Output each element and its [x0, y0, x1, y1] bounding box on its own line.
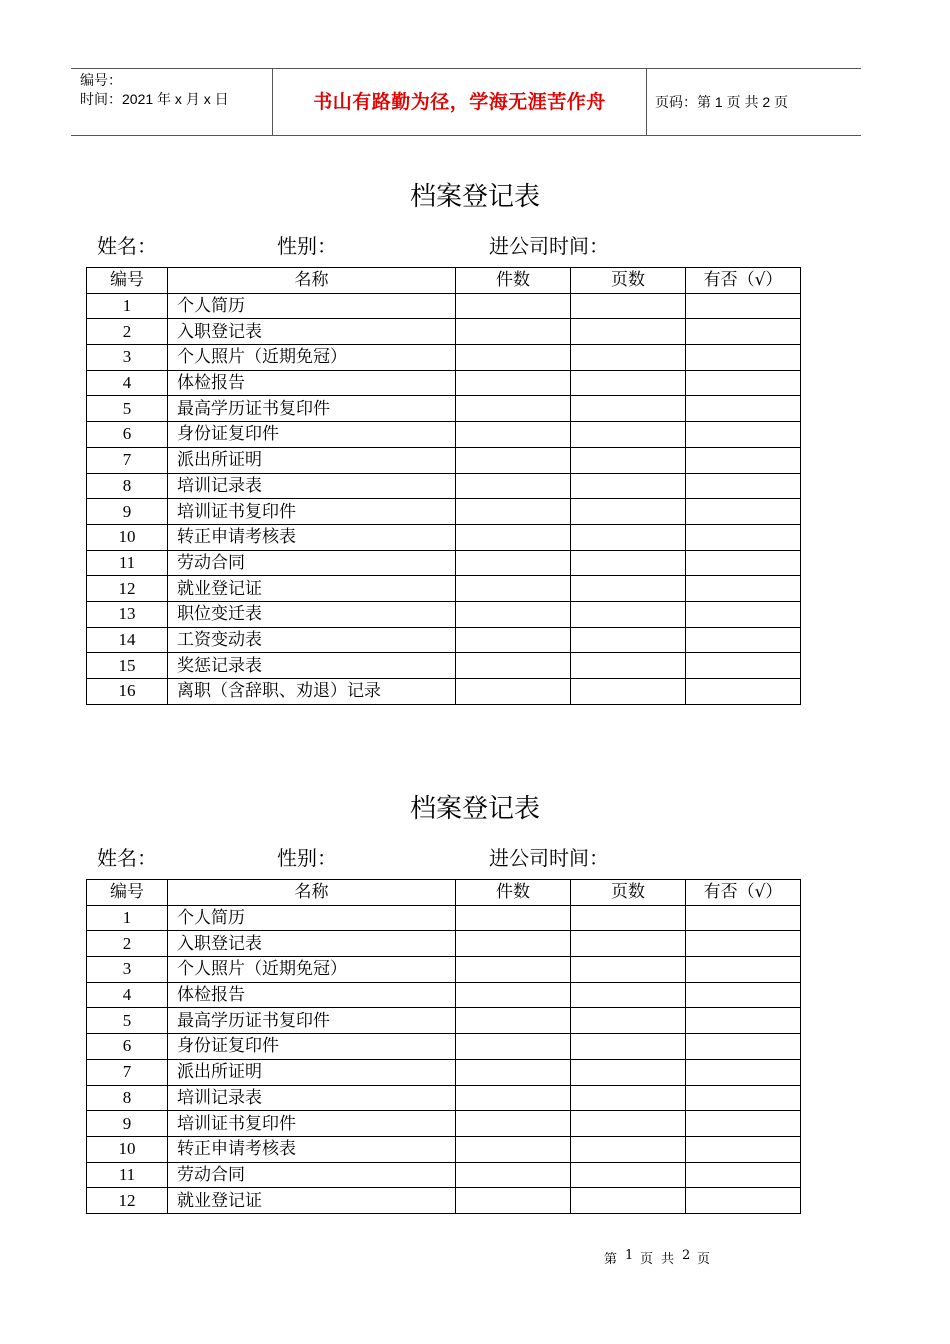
table-row: [87, 447, 801, 473]
footer-current-page: 1: [625, 1248, 634, 1263]
form-fields: [97, 230, 817, 260]
col-header-name: 名称: [168, 880, 456, 906]
row-count-cell[interactable]: [456, 550, 571, 576]
col-header-count: 件数: [456, 268, 571, 294]
table-row: [87, 550, 801, 576]
join-date-label: 进公司时间：: [489, 846, 609, 870]
table-row: [87, 1059, 801, 1085]
row-count-cell[interactable]: [456, 627, 571, 653]
table-row: [87, 396, 801, 422]
table-header-row: [87, 880, 801, 906]
row-number: 14: [87, 627, 168, 653]
join-date-label: 进公司时间：: [489, 234, 609, 258]
row-number: 2: [87, 931, 168, 957]
row-count-cell[interactable]: [456, 499, 571, 525]
row-name: 培训记录表: [168, 473, 456, 499]
row-count-cell[interactable]: [456, 982, 571, 1008]
table-row: [87, 601, 801, 627]
row-pages-cell[interactable]: [571, 982, 686, 1008]
row-number: 5: [87, 1008, 168, 1034]
row-present-cell[interactable]: [686, 499, 801, 525]
row-pages-cell[interactable]: [571, 319, 686, 345]
row-name: 派出所证明: [168, 1059, 456, 1085]
footer-ye: 页: [697, 1252, 711, 1267]
col-header-present: 有否（√）: [686, 880, 801, 906]
table-row: [87, 627, 801, 653]
row-count-cell[interactable]: [456, 1008, 571, 1034]
table-row: [87, 982, 801, 1008]
row-number: 1: [87, 293, 168, 319]
table-row: [87, 1008, 801, 1034]
row-present-cell[interactable]: [686, 1059, 801, 1085]
row-name: 离职（含辞职、劝退）记录: [168, 679, 456, 705]
row-number: 10: [87, 1136, 168, 1162]
row-present-cell[interactable]: [686, 319, 801, 345]
row-number: 12: [87, 1188, 168, 1214]
row-present-cell[interactable]: [686, 601, 801, 627]
row-number: 13: [87, 601, 168, 627]
header-page-info: 页码：第 1 页 共 2 页: [655, 94, 789, 110]
row-number: 8: [87, 473, 168, 499]
row-pages-cell[interactable]: [571, 1188, 686, 1214]
table-row: [87, 1136, 801, 1162]
row-number: 6: [87, 1034, 168, 1060]
table-row: [87, 653, 801, 679]
row-name: 培训证书复印件: [168, 1111, 456, 1137]
row-count-cell[interactable]: [456, 1059, 571, 1085]
row-pages-cell[interactable]: [571, 370, 686, 396]
row-pages-cell[interactable]: [571, 627, 686, 653]
row-count-cell[interactable]: [456, 905, 571, 931]
row-count-cell[interactable]: [456, 931, 571, 957]
row-pages-cell[interactable]: [571, 447, 686, 473]
row-present-cell[interactable]: [686, 1034, 801, 1060]
row-present-cell[interactable]: [686, 422, 801, 448]
name-label: 姓名：: [97, 234, 157, 258]
row-number: 10: [87, 524, 168, 550]
table-row: [87, 319, 801, 345]
row-name: 培训记录表: [168, 1085, 456, 1111]
row-name: 体检报告: [168, 982, 456, 1008]
footer-ye: 页: [640, 1252, 654, 1267]
page-header: [71, 68, 861, 136]
row-name: 身份证复印件: [168, 1034, 456, 1060]
footer-di: 第: [604, 1252, 618, 1267]
row-present-cell[interactable]: [686, 550, 801, 576]
row-number: 2: [87, 319, 168, 345]
col-header-pages: 页数: [571, 880, 686, 906]
row-present-cell[interactable]: [686, 1136, 801, 1162]
row-count-cell[interactable]: [456, 422, 571, 448]
row-present-cell[interactable]: [686, 1008, 801, 1034]
row-number: 16: [87, 679, 168, 705]
row-present-cell[interactable]: [686, 447, 801, 473]
row-count-cell[interactable]: [456, 524, 571, 550]
header-motto: 书山有路勤为径，学海无涯苦作舟: [273, 69, 647, 135]
table-row: [87, 370, 801, 396]
row-count-cell[interactable]: [456, 1162, 571, 1188]
row-present-cell[interactable]: [686, 396, 801, 422]
row-count-cell[interactable]: [456, 957, 571, 983]
form-title: 档案登记表: [409, 182, 540, 212]
row-name: 个人照片（近期免冠）: [168, 957, 456, 983]
row-name: 最高学历证书复印件: [168, 1008, 456, 1034]
row-name: 入职登记表: [168, 931, 456, 957]
table-row: [87, 1034, 801, 1060]
table-row: [87, 905, 801, 931]
row-pages-cell[interactable]: [571, 550, 686, 576]
row-pages-cell[interactable]: [571, 1034, 686, 1060]
row-name: 个人简历: [168, 905, 456, 931]
row-present-cell[interactable]: [686, 905, 801, 931]
row-name: 个人简历: [168, 293, 456, 319]
col-header-no: 编号: [87, 880, 168, 906]
row-present-cell[interactable]: [686, 1188, 801, 1214]
row-present-cell[interactable]: [686, 1085, 801, 1111]
row-pages-cell[interactable]: [571, 473, 686, 499]
row-count-cell[interactable]: [456, 319, 571, 345]
header-meta: [71, 69, 273, 135]
row-count-cell[interactable]: [456, 1188, 571, 1214]
table-row: [87, 1085, 801, 1111]
row-count-cell[interactable]: [456, 293, 571, 319]
row-count-cell[interactable]: [456, 576, 571, 602]
table-row: [87, 293, 801, 319]
col-header-present: 有否（√）: [686, 268, 801, 294]
row-pages-cell[interactable]: [571, 422, 686, 448]
row-pages-cell[interactable]: [571, 345, 686, 371]
row-pages-cell[interactable]: [571, 293, 686, 319]
row-name: 劳动合同: [168, 1162, 456, 1188]
row-present-cell[interactable]: [686, 345, 801, 371]
row-name: 派出所证明: [168, 447, 456, 473]
row-present-cell[interactable]: [686, 473, 801, 499]
register-table: [86, 879, 801, 1214]
row-pages-cell[interactable]: [571, 1008, 686, 1034]
code-label: 编号：: [80, 72, 122, 88]
row-present-cell[interactable]: [686, 1111, 801, 1137]
table-row: [87, 422, 801, 448]
row-number: 11: [87, 1162, 168, 1188]
row-present-cell[interactable]: [686, 931, 801, 957]
row-present-cell[interactable]: [686, 627, 801, 653]
footer-total-pages: 2: [682, 1248, 691, 1263]
row-pages-cell[interactable]: [571, 601, 686, 627]
row-name: 身份证复印件: [168, 422, 456, 448]
row-number: 11: [87, 550, 168, 576]
row-name: 个人照片（近期免冠）: [168, 345, 456, 371]
row-pages-cell[interactable]: [571, 1111, 686, 1137]
row-count-cell[interactable]: [456, 396, 571, 422]
row-number: 7: [87, 447, 168, 473]
row-pages-cell[interactable]: [571, 396, 686, 422]
row-pages-cell[interactable]: [571, 524, 686, 550]
row-name: 转正申请考核表: [168, 524, 456, 550]
row-number: 6: [87, 422, 168, 448]
row-pages-cell[interactable]: [571, 576, 686, 602]
row-pages-cell[interactable]: [571, 499, 686, 525]
row-number: 4: [87, 370, 168, 396]
row-pages-cell[interactable]: [571, 905, 686, 931]
footer-gong: 共: [661, 1252, 675, 1267]
row-pages-cell[interactable]: [571, 1162, 686, 1188]
row-count-cell[interactable]: [456, 601, 571, 627]
row-name: 工资变动表: [168, 627, 456, 653]
row-pages-cell[interactable]: [571, 1136, 686, 1162]
table-row: [87, 473, 801, 499]
table-row: [87, 524, 801, 550]
row-name: 职位变迁表: [168, 601, 456, 627]
row-count-cell[interactable]: [456, 1136, 571, 1162]
row-number: 8: [87, 1085, 168, 1111]
name-label: 姓名：: [97, 846, 157, 870]
row-number: 9: [87, 1111, 168, 1137]
row-number: 3: [87, 957, 168, 983]
row-number: 7: [87, 1059, 168, 1085]
row-name: 就业登记证: [168, 576, 456, 602]
row-count-cell[interactable]: [456, 1034, 571, 1060]
table-row: [87, 931, 801, 957]
row-number: 5: [87, 396, 168, 422]
row-pages-cell[interactable]: [571, 1085, 686, 1111]
table-row: [87, 1162, 801, 1188]
row-pages-cell[interactable]: [571, 653, 686, 679]
row-present-cell[interactable]: [686, 370, 801, 396]
row-count-cell[interactable]: [456, 1085, 571, 1111]
row-count-cell[interactable]: [456, 447, 571, 473]
table-row: [87, 576, 801, 602]
row-name: 就业登记证: [168, 1188, 456, 1214]
row-count-cell[interactable]: [456, 1111, 571, 1137]
col-header-name: 名称: [168, 268, 456, 294]
row-present-cell[interactable]: [686, 293, 801, 319]
col-header-no: 编号: [87, 268, 168, 294]
row-present-cell[interactable]: [686, 957, 801, 983]
row-name: 培训证书复印件: [168, 499, 456, 525]
time-label: 时间：2021 年 x 月 x 日: [80, 91, 229, 107]
row-present-cell[interactable]: [686, 524, 801, 550]
row-number: 4: [87, 982, 168, 1008]
table-row: [87, 957, 801, 983]
row-count-cell[interactable]: [456, 345, 571, 371]
table-row: [87, 499, 801, 525]
table-row: [87, 679, 801, 705]
gender-label: 性别：: [277, 234, 337, 258]
row-number: 15: [87, 653, 168, 679]
table-row: [87, 345, 801, 371]
row-count-cell[interactable]: [456, 370, 571, 396]
row-present-cell[interactable]: [686, 653, 801, 679]
row-pages-cell[interactable]: [571, 957, 686, 983]
row-name: 最高学历证书复印件: [168, 396, 456, 422]
row-name: 转正申请考核表: [168, 1136, 456, 1162]
row-number: 1: [87, 905, 168, 931]
row-name: 体检报告: [168, 370, 456, 396]
row-pages-cell[interactable]: [571, 1059, 686, 1085]
row-count-cell[interactable]: [456, 473, 571, 499]
row-name: 奖惩记录表: [168, 653, 456, 679]
row-pages-cell[interactable]: [571, 931, 686, 957]
row-present-cell[interactable]: [686, 982, 801, 1008]
row-name: 入职登记表: [168, 319, 456, 345]
row-number: 9: [87, 499, 168, 525]
row-name: 劳动合同: [168, 550, 456, 576]
row-pages-cell[interactable]: [571, 679, 686, 705]
row-present-cell[interactable]: [686, 1162, 801, 1188]
row-number: 3: [87, 345, 168, 371]
row-number: 12: [87, 576, 168, 602]
col-header-count: 件数: [456, 880, 571, 906]
table-row: [87, 1188, 801, 1214]
table-header-row: [87, 268, 801, 294]
row-present-cell[interactable]: [686, 679, 801, 705]
form-fields: [97, 842, 817, 872]
register-table: [86, 267, 801, 705]
row-count-cell[interactable]: [456, 653, 571, 679]
row-count-cell[interactable]: [456, 679, 571, 705]
table-row: [87, 1111, 801, 1137]
form-title: 档案登记表: [409, 794, 540, 824]
gender-label: 性别：: [277, 846, 337, 870]
col-header-pages: 页数: [571, 268, 686, 294]
row-present-cell[interactable]: [686, 576, 801, 602]
